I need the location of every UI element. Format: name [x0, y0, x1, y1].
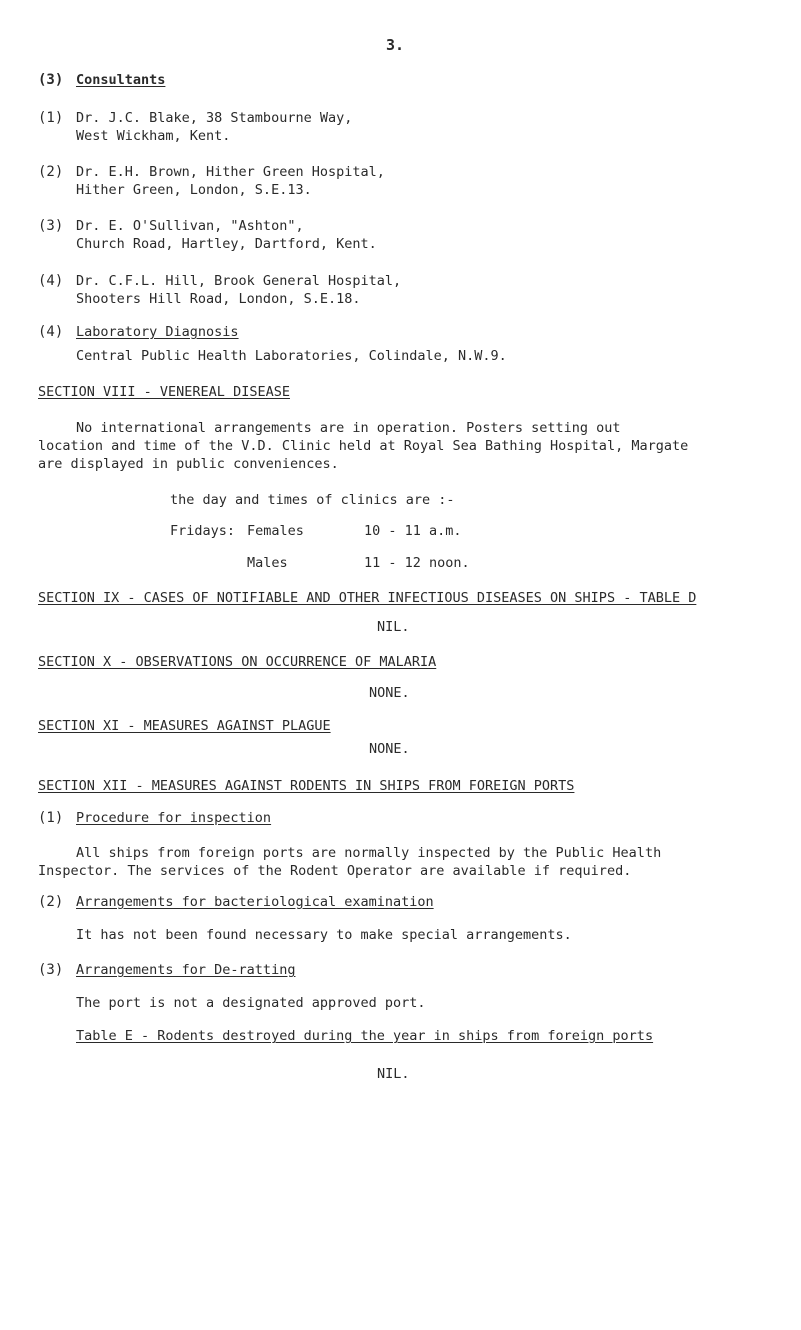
section-12-item-3-line1: The port is not a designated approved port.: [76, 995, 426, 1011]
section-10-value: NONE.: [369, 685, 410, 701]
section-12-item-1-title-text: Procedure for inspection: [76, 810, 272, 826]
section-12-item-1-line1: All ships from foreign ports are normally inspected by the Public Health: [76, 845, 662, 861]
section-8-heading: [38, 384, 290, 401]
consultant-2-num: (2): [38, 164, 64, 180]
section-8-para-line1: No international arrangements are in operation. Posters setting out: [76, 420, 621, 436]
section-8-para-line3: are displayed in public conveniences.: [38, 456, 339, 472]
lab-heading-text: Laboratory Diagnosis: [76, 324, 239, 340]
lab-text: Central Public Health Laboratories, Colindale, N.W.9.: [76, 348, 507, 364]
consultant-4-line2: Shooters Hill Road, London, S.E.18.: [76, 291, 361, 307]
table-e-heading: [76, 1028, 653, 1045]
table-e-value: NIL.: [377, 1066, 410, 1082]
consultant-1-line1: Dr. J.C. Blake, 38 Stambourne Way,: [76, 110, 353, 126]
consultant-1-num: (1): [38, 110, 64, 126]
section-12-item-3-num: (3): [38, 962, 64, 978]
section-12-item-1-title: [76, 810, 271, 827]
table-e-heading-text: Table E - Rodents destroyed during the year in ships from foreign ports: [76, 1028, 654, 1044]
section-8-para-line2: location and time of the V.D. Clinic held at Royal Sea Bathing Hospital, Margate: [38, 438, 689, 454]
section-9-heading: [38, 590, 696, 607]
section-12-item-2-line1: It has not been found necessary to make special arrangements.: [76, 927, 572, 943]
females-time: 10 - 11 a.m.: [364, 523, 462, 539]
section-9-value: NIL.: [377, 619, 410, 635]
females-label: Females: [247, 523, 304, 539]
section-12-item-2-title: [76, 894, 434, 911]
consultants-heading: [76, 72, 165, 89]
clinics-intro: the day and times of clinics are :-: [170, 492, 455, 508]
section-10-heading: [38, 654, 436, 671]
consultant-4-line1: Dr. C.F.L. Hill, Brook General Hospital,: [76, 273, 402, 289]
section-8-heading-text: SECTION VIII - VENEREAL DISEASE: [38, 384, 290, 400]
fridays-label: Fridays:: [170, 523, 236, 539]
section-12-item-3-title: [76, 962, 295, 979]
section-12-item-2-title-text: Arrangements for bacteriological examination: [76, 894, 434, 910]
males-label: Males: [247, 555, 288, 571]
lab-label: (4): [38, 324, 64, 340]
consultant-4-num: (4): [38, 273, 64, 289]
section-12-heading-text: SECTION XII - MEASURES AGAINST RODENTS IN SHIPS FROM FOREIGN PORTS: [38, 778, 575, 794]
section-10-heading-text: SECTION X - OBSERVATIONS ON OCCURRENCE OF MALARIA: [38, 654, 437, 670]
consultants-label: (3): [38, 72, 64, 88]
males-time: 11 - 12 noon.: [364, 555, 470, 571]
consultant-2-line2: Hither Green, London, S.E.13.: [76, 182, 312, 198]
section-12-item-2-num: (2): [38, 894, 64, 910]
lab-heading: [76, 324, 239, 341]
section-12-item-1-line2: Inspector. The services of the Rodent Operator are available if required.: [38, 863, 632, 879]
section-11-heading-text: SECTION XI - MEASURES AGAINST PLAGUE: [38, 718, 331, 734]
consultant-3-line2: Church Road, Hartley, Dartford, Kent.: [76, 236, 377, 252]
section-11-value: NONE.: [369, 741, 410, 757]
section-12-item-3-title-text: Arrangements for De-ratting: [76, 962, 296, 978]
consultants-heading-text: Consultants: [76, 72, 166, 88]
consultant-1-line2: West Wickham, Kent.: [76, 128, 231, 144]
consultant-3-num: (3): [38, 218, 64, 234]
page-number: 3.: [386, 36, 405, 54]
section-12-heading: [38, 778, 574, 795]
consultant-3-line1: Dr. E. O'Sullivan, "Ashton",: [76, 218, 304, 234]
consultant-2-line1: Dr. E.H. Brown, Hither Green Hospital,: [76, 164, 385, 180]
section-9-heading-text: SECTION IX - CASES OF NOTIFIABLE AND OTHER INFECTIOUS DISEASES ON SHIPS - TABLE D: [38, 590, 697, 606]
section-12-item-1-num: (1): [38, 810, 64, 826]
section-11-heading: [38, 718, 331, 735]
